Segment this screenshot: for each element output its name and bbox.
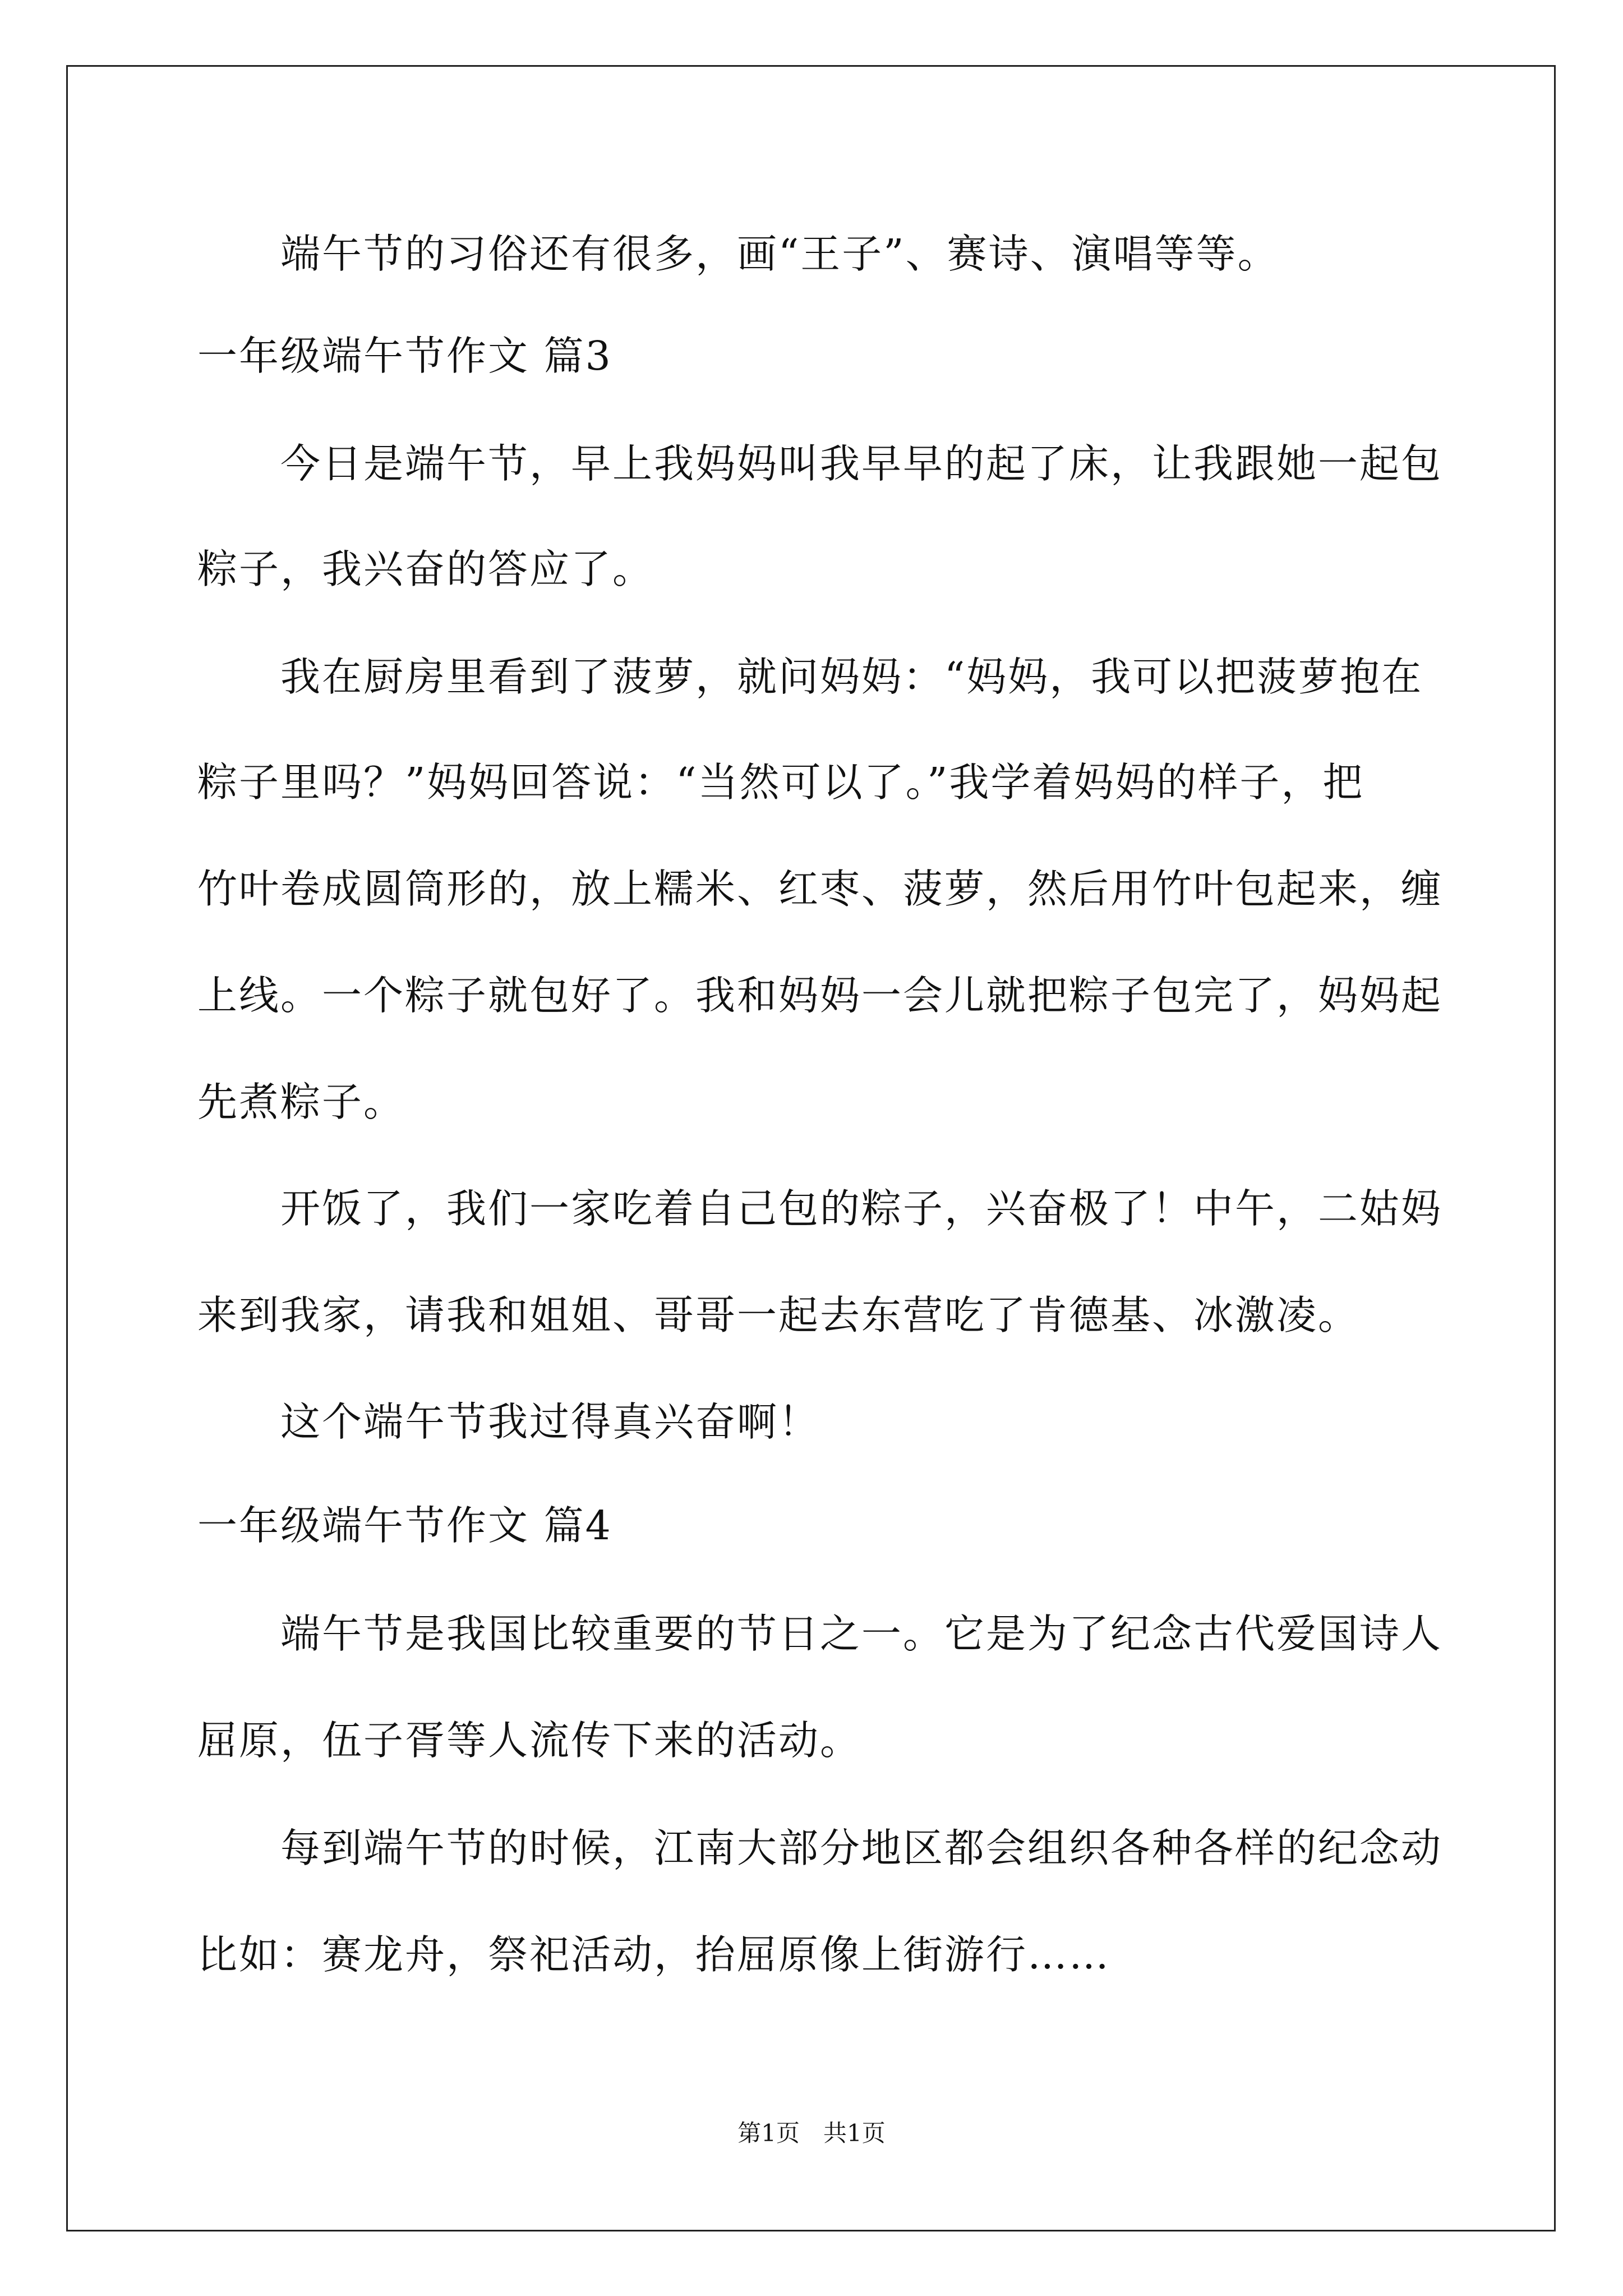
paragraph-8-line-1: 端午节是我国比较重要的节日之一。它是为了纪念古代爱国诗人 bbox=[280, 1611, 1443, 1657]
paragraph-4-line-5: 先煮粽子。 bbox=[197, 1079, 405, 1125]
paragraph-4-line-1: 我在厨房里看到了菠萝，就问妈妈：“妈妈，我可以把菠萝抱在 bbox=[280, 654, 1423, 700]
paragraph-4-line-3: 竹叶卷成圆筒形的，放上糯米、红枣、菠萝，然后用竹叶包起来，缠 bbox=[197, 866, 1443, 912]
paragraph-9-line-1: 每到端午节的时候，江南大部分地区都会组织各种各样的纪念动 bbox=[280, 1825, 1443, 1871]
paragraph-4-line-4: 上线。一个粽子就包好了。我和妈妈一会儿就把粽子包完了，妈妈起 bbox=[197, 972, 1443, 1019]
paragraph-4-line-2: 粽子里吗？”妈妈回答说：“当然可以了。”我学着妈妈的样子，把 bbox=[197, 759, 1364, 806]
section-heading-4: 一年级端午节作文 篇4 bbox=[197, 1502, 612, 1549]
paragraph-3-line-1: 今日是端午节，早上我妈妈叫我早早的起了床，让我跟她一起包 bbox=[280, 440, 1443, 487]
page-border bbox=[66, 65, 1556, 2231]
page-number-footer: 第1页 共1页 bbox=[737, 2119, 886, 2147]
paragraph-1-line-1: 端午节的习俗还有很多，画“王子”、赛诗、演唱等等。 bbox=[280, 231, 1279, 277]
paragraph-5-line-1: 开饭了，我们一家吃着自己包的粽子，兴奋极了！中午，二姑妈 bbox=[280, 1185, 1443, 1232]
paragraph-6-line-1: 这个端午节我过得真兴奋啊！ bbox=[280, 1398, 820, 1445]
paragraph-3-line-2: 粽子，我兴奋的答应了。 bbox=[197, 546, 654, 592]
paragraph-9-line-2: 比如：赛龙舟，祭祀活动，抬屈原像上街游行…… bbox=[197, 1931, 1111, 1978]
section-heading-3: 一年级端午节作文 篇3 bbox=[197, 333, 612, 379]
paragraph-5-line-2: 来到我家，请我和姐姐、哥哥一起去东营吃了肯德基、冰激凌。 bbox=[197, 1292, 1360, 1338]
paragraph-8-line-2: 屈原，伍子胥等人流传下来的活动。 bbox=[197, 1717, 862, 1764]
